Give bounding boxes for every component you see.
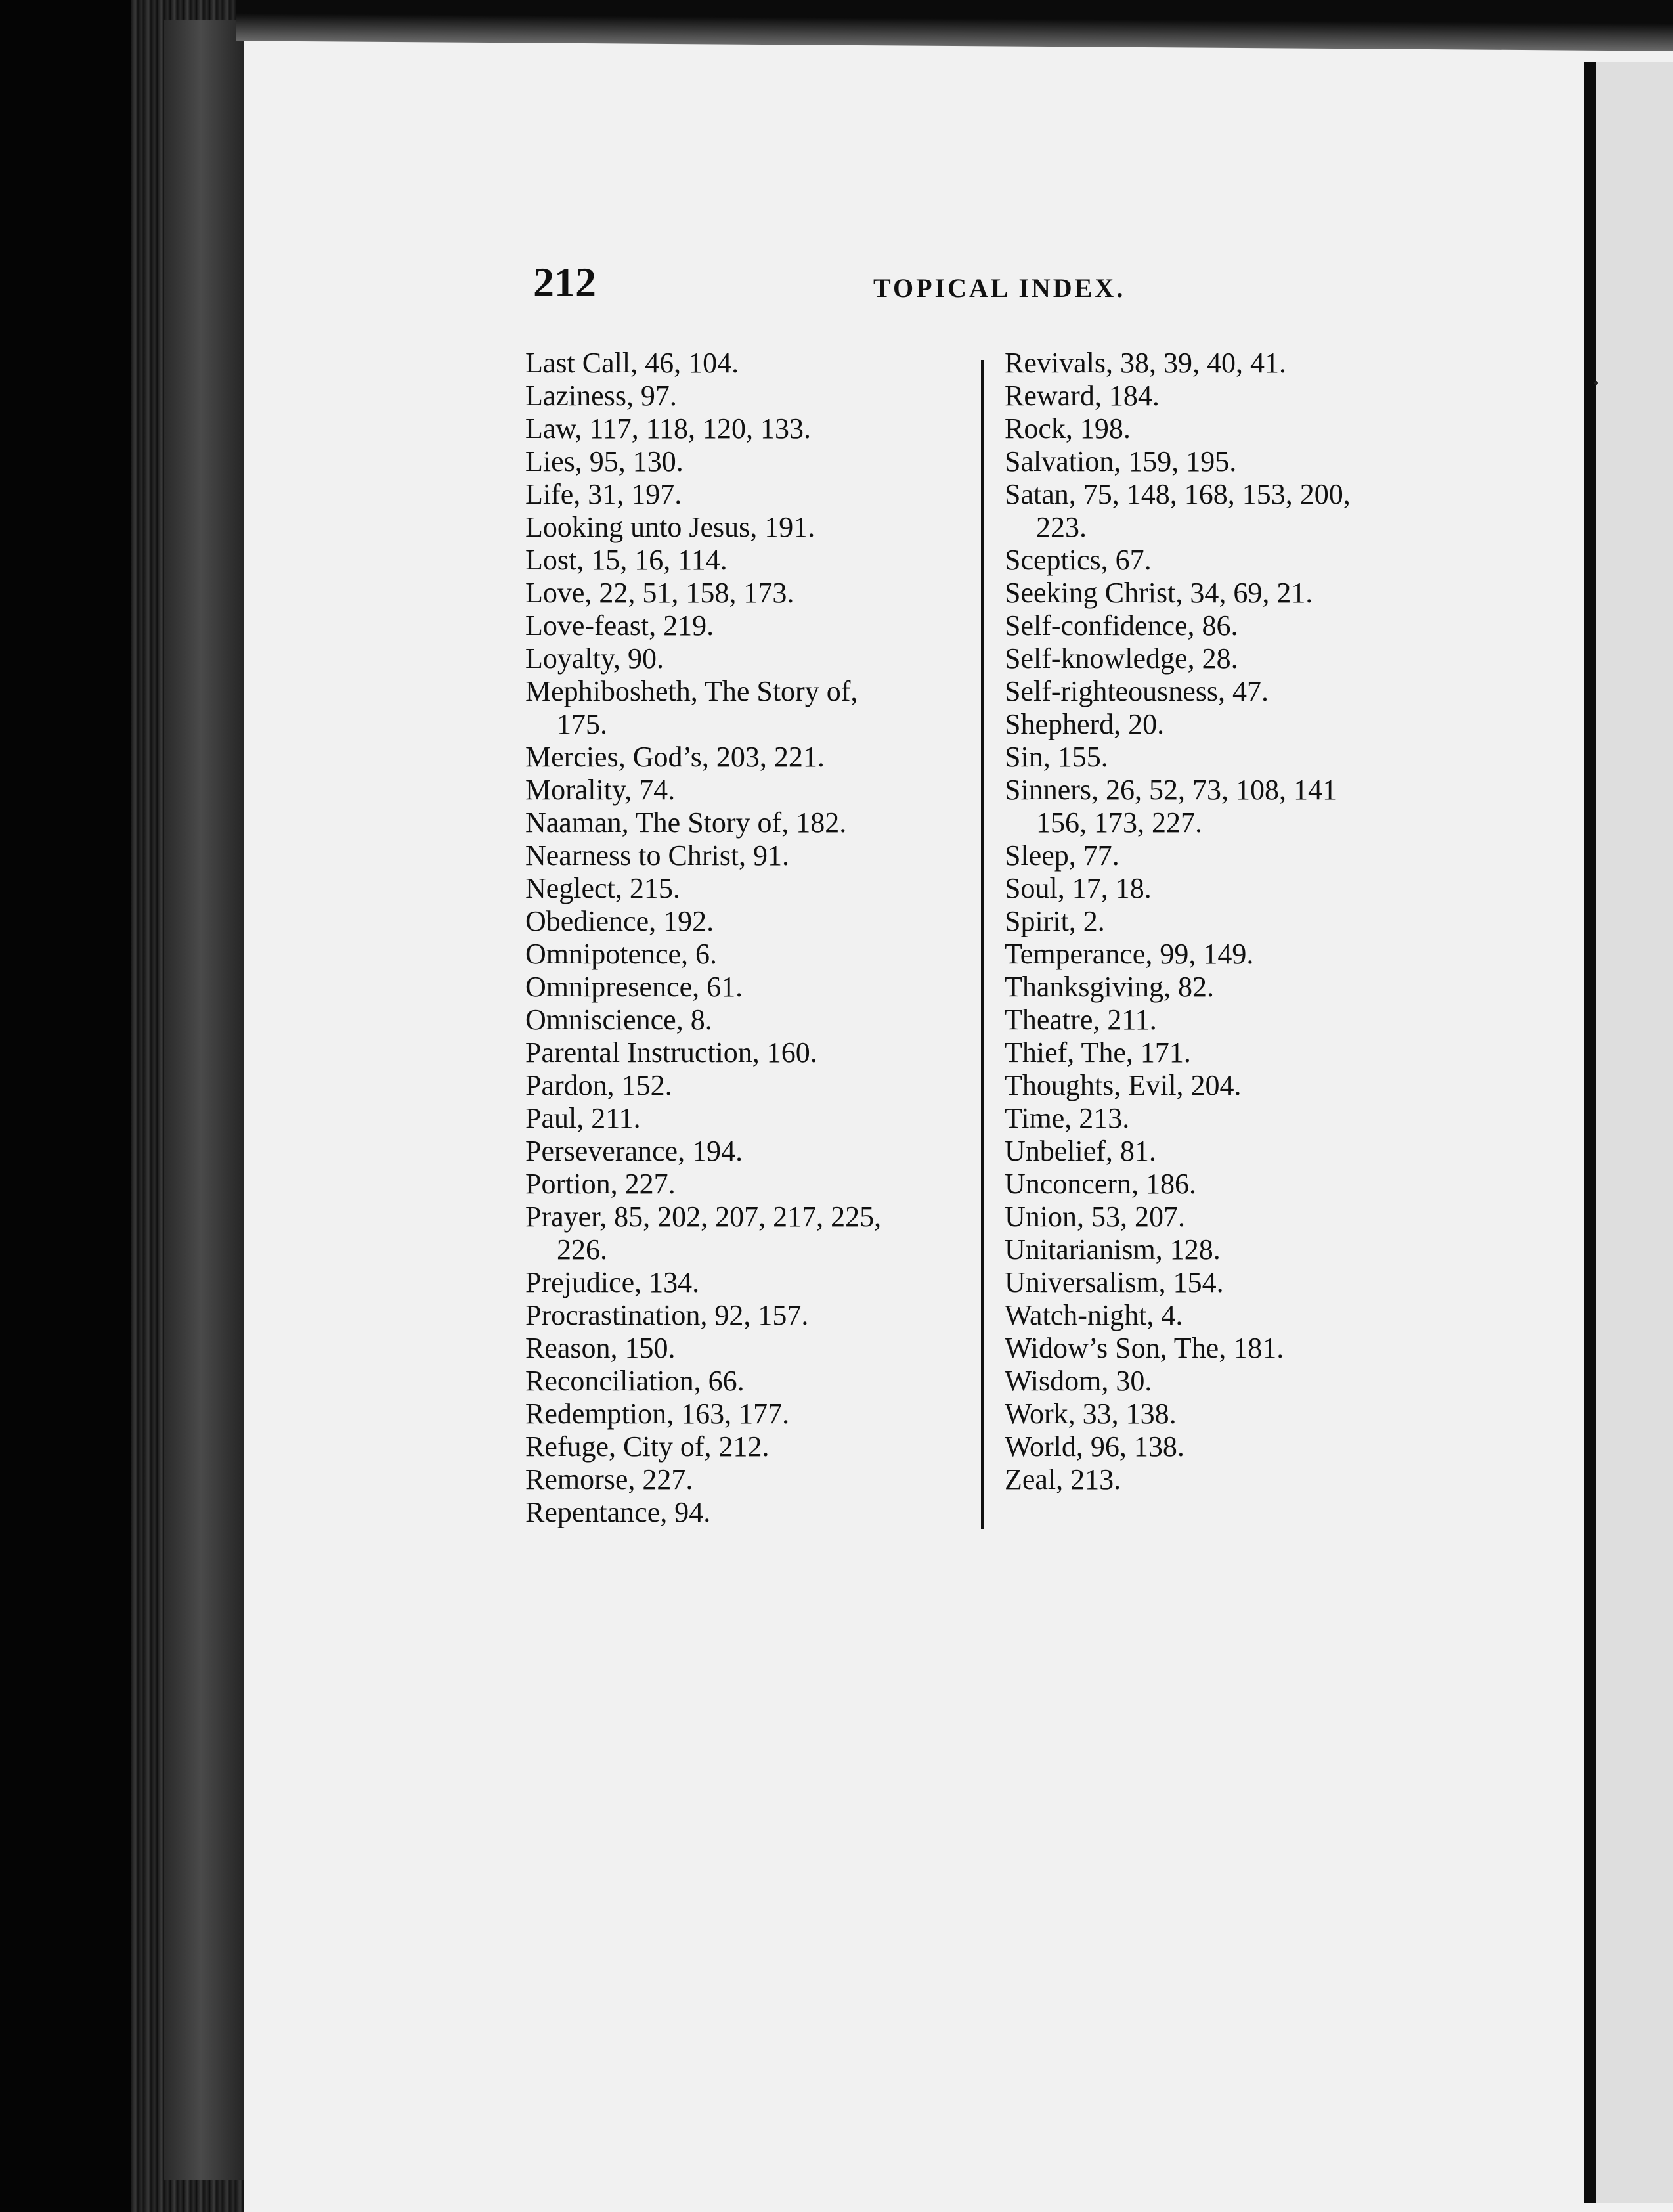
index-entry-text: Law, 117, 118, 120, 133. [525, 412, 812, 445]
index-entry [525, 380, 985, 412]
index-entry [1005, 577, 1477, 609]
page-number: 212 [533, 259, 596, 305]
index-entry-text: Seeking Christ, 34, 69, 21. [1005, 577, 1313, 609]
index-entry [1005, 347, 1477, 380]
index-entry [525, 839, 985, 872]
index-entry [1005, 1332, 1477, 1365]
index-entry [525, 445, 985, 478]
index-entry-text: Satan, 75, 148, 168, 153, 200, [1005, 478, 1351, 510]
index-entry-text: Looking unto Jesus, 191. [525, 511, 815, 543]
index-entry [525, 577, 985, 609]
index-entry-continuation: 156, 173, 227. [1036, 807, 1202, 839]
index-entry [525, 1496, 985, 1529]
index-entry-text: Omniscience, 8. [525, 1004, 712, 1036]
index-entry-text: Union, 53, 207. [1005, 1201, 1185, 1233]
background-dark [0, 0, 131, 2212]
index-entry [1005, 642, 1477, 675]
index-entry-text: Naaman, The Story of, 182. [525, 807, 847, 839]
index-entry-text: Sceptics, 67. [1005, 544, 1152, 576]
index-entry-text: Unconcern, 186. [1005, 1168, 1197, 1200]
index-entry-text: Prejudice, 134. [525, 1266, 700, 1298]
index-entry [1005, 1135, 1477, 1168]
index-entry [1005, 774, 1477, 839]
index-entry-text: Unitarianism, 128. [1005, 1233, 1221, 1266]
index-entry [525, 971, 985, 1004]
running-head: TOPICAL INDEX. [873, 273, 1126, 303]
index-entry [1005, 380, 1477, 412]
index-entry [525, 1201, 985, 1266]
index-entry-text: Self-righteousness, 47. [1005, 675, 1269, 707]
index-entry-text: Unbelief, 81. [1005, 1135, 1156, 1167]
index-entry [1005, 938, 1477, 971]
index-entry [1005, 1201, 1477, 1233]
index-entry [525, 1036, 985, 1069]
index-entry-text: Omnipresence, 61. [525, 971, 743, 1003]
column-divider [981, 360, 984, 1529]
speck [1594, 381, 1598, 385]
index-entry [1005, 412, 1477, 445]
index-entry-text: Work, 33, 138. [1005, 1398, 1177, 1430]
index-entry [525, 905, 985, 938]
index-entry-text: Perseverance, 194. [525, 1135, 743, 1167]
index-entry-text: Pardon, 152. [525, 1069, 672, 1101]
index-entry [1005, 544, 1477, 577]
index-entry [1005, 1365, 1477, 1398]
index-entry-text: Loyalty, 90. [525, 642, 664, 675]
index-entry-text: Spirit, 2. [1005, 905, 1105, 937]
index-entry-text: Self-knowledge, 28. [1005, 642, 1238, 675]
index-entry [1005, 1398, 1477, 1430]
index-entry [525, 1463, 985, 1496]
index-entry [1005, 905, 1477, 938]
index-entry-text: Universalism, 154. [1005, 1266, 1224, 1298]
index-entry-text: Life, 31, 197. [525, 478, 682, 510]
index-entry-text: Temperance, 99, 149. [1005, 938, 1254, 970]
index-entry-text: Obedience, 192. [525, 905, 714, 937]
index-column-right [1005, 347, 1477, 1496]
index-entry-text: Portion, 227. [525, 1168, 676, 1200]
index-entry [525, 774, 985, 807]
index-entry [525, 675, 985, 741]
index-column-left [525, 347, 985, 1529]
index-entry [525, 609, 985, 642]
index-entry-continuation: 226. [557, 1233, 607, 1266]
index-entry-text: Mephibosheth, The Story of, [525, 675, 858, 707]
index-entry [1005, 708, 1477, 741]
index-entry [525, 1102, 985, 1135]
index-entry [525, 544, 985, 577]
index-entry [525, 872, 985, 905]
index-entry-text: Lies, 95, 130. [525, 445, 684, 477]
index-entry-text: Reward, 184. [1005, 380, 1160, 412]
index-entry [1005, 1069, 1477, 1102]
index-entry-text: Watch-night, 4. [1005, 1299, 1183, 1331]
index-entry [525, 511, 985, 544]
index-entry-text: Rock, 198. [1005, 412, 1131, 445]
index-entry-text: World, 96, 138. [1005, 1430, 1184, 1463]
index-entry [1005, 1233, 1477, 1266]
index-entry-text: Last Call, 46, 104. [525, 347, 739, 379]
index-entry [1005, 478, 1477, 544]
index-entry-text: Wisdom, 30. [1005, 1365, 1152, 1397]
index-entry-text: Sinners, 26, 52, 73, 108, 141 [1005, 774, 1337, 806]
index-entry [1005, 609, 1477, 642]
index-entry-text: Sin, 155. [1005, 741, 1108, 773]
index-entry-text: Reason, 150. [525, 1332, 676, 1364]
index-entry-text: Self-confidence, 86. [1005, 609, 1238, 642]
index-entry [525, 412, 985, 445]
index-entry-text: Thanksgiving, 82. [1005, 971, 1214, 1003]
index-entry [1005, 839, 1477, 872]
index-entry [1005, 1168, 1477, 1201]
index-entry-text: Reconciliation, 66. [525, 1365, 745, 1397]
index-entry [1005, 971, 1477, 1004]
index-entry [525, 1365, 985, 1398]
index-entry [525, 1332, 985, 1365]
index-entry-text: Thoughts, Evil, 204. [1005, 1069, 1242, 1101]
index-entry [525, 1004, 985, 1036]
index-entry-text: Revivals, 38, 39, 40, 41. [1005, 347, 1286, 379]
index-entry-text: Paul, 211. [525, 1102, 641, 1134]
index-entry-text: Shepherd, 20. [1005, 708, 1165, 740]
index-entry-text: Neglect, 215. [525, 872, 680, 904]
index-entry [1005, 675, 1477, 708]
index-entry [525, 478, 985, 511]
index-entry-text: Lost, 15, 16, 114. [525, 544, 728, 576]
index-entry [1005, 741, 1477, 774]
index-entry [1005, 1004, 1477, 1036]
index-entry-text: Redemption, 163, 177. [525, 1398, 790, 1430]
index-entry-text: Thief, The, 171. [1005, 1036, 1191, 1069]
index-entry [1005, 1430, 1477, 1463]
index-entry [525, 1299, 985, 1332]
index-entry-text: Laziness, 97. [525, 380, 677, 412]
index-entry [525, 642, 985, 675]
index-entry-text: Parental Instruction, 160. [525, 1036, 817, 1069]
index-entry-text: Zeal, 213. [1005, 1463, 1121, 1495]
index-entry-text: Remorse, 227. [525, 1463, 693, 1495]
page-stack-edge [164, 20, 256, 2180]
facing-page-edge [1596, 62, 1673, 2203]
index-entry [525, 1430, 985, 1463]
index-entry [525, 347, 985, 380]
index-entry-text: Widow’s Son, The, 181. [1005, 1332, 1284, 1364]
index-entry [1005, 1266, 1477, 1299]
index-entry-text: Soul, 17, 18. [1005, 872, 1152, 904]
index-entry-continuation: 175. [557, 708, 607, 740]
index-entry [525, 1069, 985, 1102]
index-entry-text: Salvation, 159, 195. [1005, 445, 1237, 477]
index-entry [525, 938, 985, 971]
index-entry [1005, 872, 1477, 905]
index-entry [525, 1168, 985, 1201]
index-entry [525, 741, 985, 774]
index-entry-text: Prayer, 85, 202, 207, 217, 225, [525, 1201, 882, 1233]
index-entry-text: Nearness to Christ, 91. [525, 839, 790, 872]
index-entry [525, 1398, 985, 1430]
index-entry-text: Procrastination, 92, 157. [525, 1299, 809, 1331]
index-entry-continuation: 223. [1036, 511, 1087, 543]
index-entry-text: Mercies, God’s, 203, 221. [525, 741, 825, 773]
index-entry [1005, 445, 1477, 478]
index-entry-text: Repentance, 94. [525, 1496, 711, 1528]
index-entry [525, 807, 985, 839]
index-entry-text: Love, 22, 51, 158, 173. [525, 577, 794, 609]
index-entry-text: Morality, 74. [525, 774, 676, 806]
index-entry [1005, 1102, 1477, 1135]
index-entry-text: Love-feast, 219. [525, 609, 714, 642]
index-entry [1005, 1036, 1477, 1069]
index-entry-text: Time, 213. [1005, 1102, 1130, 1134]
index-entry-text: Refuge, City of, 212. [525, 1430, 770, 1463]
index-entry-text: Sleep, 77. [1005, 839, 1119, 872]
index-entry [1005, 1299, 1477, 1332]
index-entry-text: Theatre, 211. [1005, 1004, 1157, 1036]
index-entry-text: Omnipotence, 6. [525, 938, 718, 970]
index-entry [1005, 1463, 1477, 1496]
index-entry [525, 1135, 985, 1168]
index-entry [525, 1266, 985, 1299]
